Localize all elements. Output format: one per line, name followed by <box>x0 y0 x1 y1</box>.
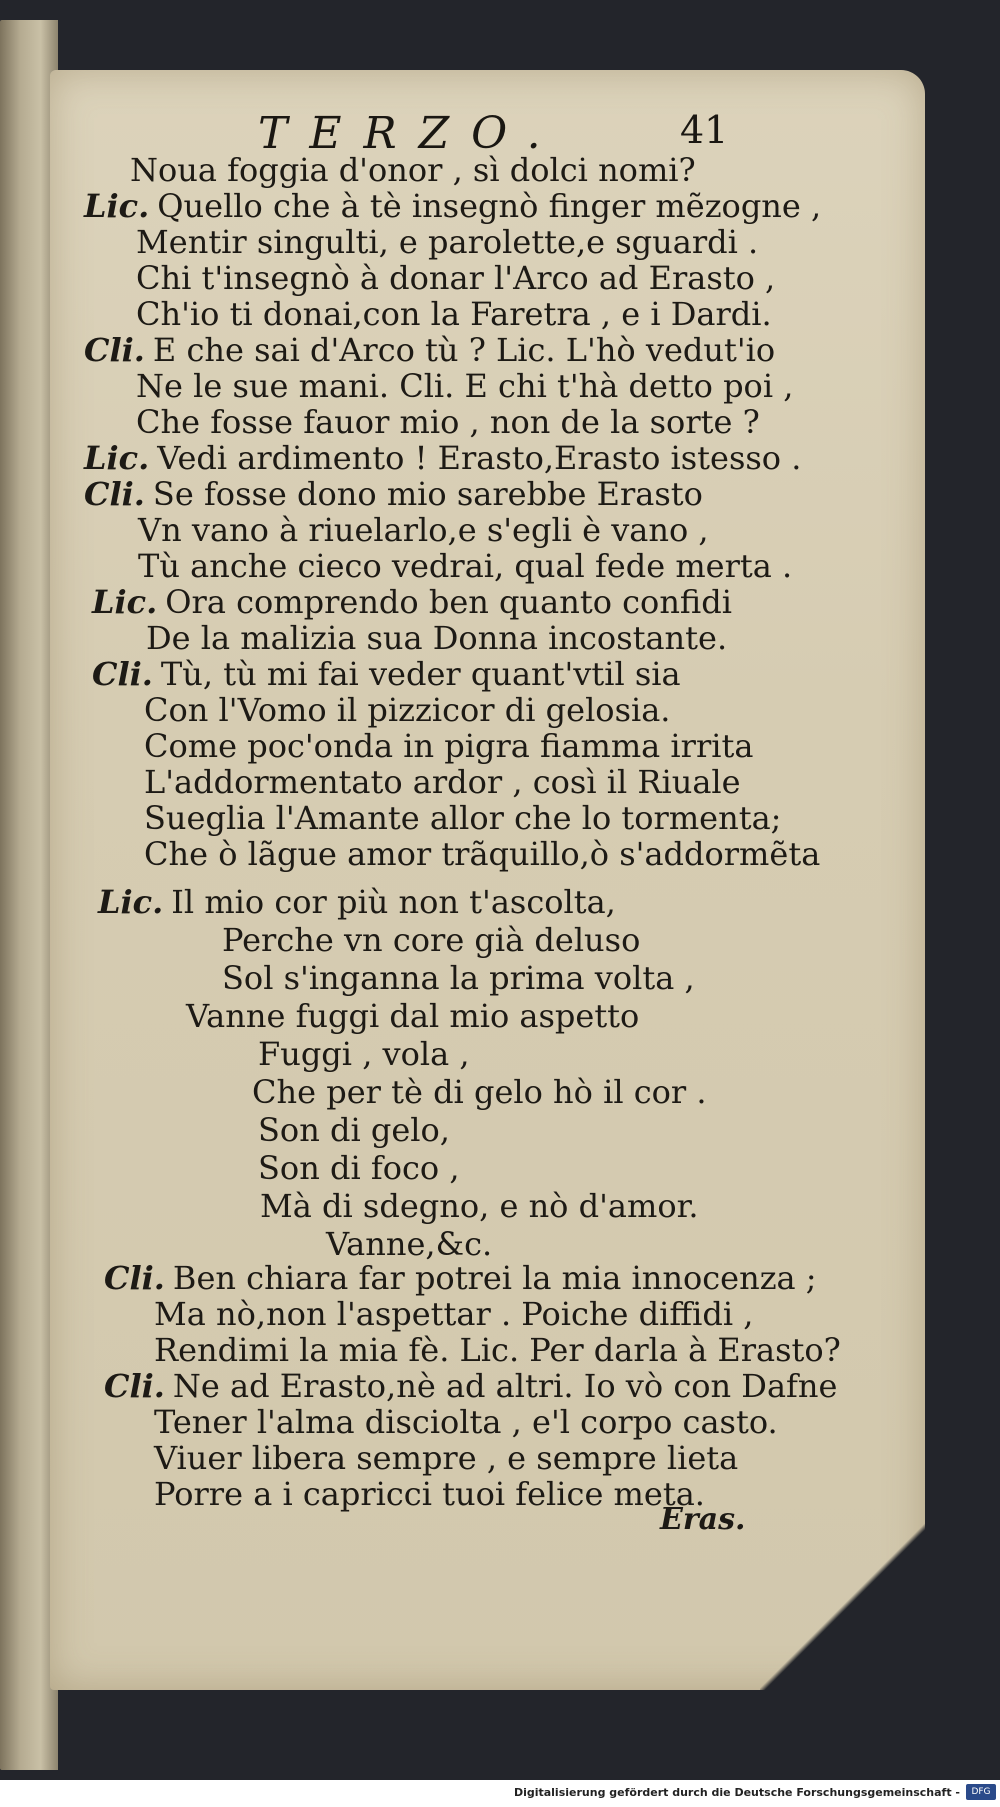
verse-line: Cli. Ben chiara far potrei la mia innocenza ; <box>104 1259 817 1297</box>
verse-line: Son di gelo, <box>258 1111 450 1149</box>
verse-line: Cli. Se fosse dono mio sarebbe Erasto <box>84 475 703 513</box>
verse-line: Son di foco , <box>258 1149 460 1187</box>
verse-line: Cli. Ne ad Erasto,nè ad altri. Io vò con Dafne <box>104 1367 838 1405</box>
verse-line: Sueglia l'Amante allor che lo tormenta; <box>144 799 782 837</box>
verse-line: Vanne fuggi dal mio aspetto <box>186 997 640 1035</box>
verse-line: Sol s'inganna la prima volta , <box>222 959 695 997</box>
verse-line: Tener l'alma disciolta , e'l corpo casto. <box>154 1403 778 1441</box>
verse-line: Lic. Ora comprendo ben quanto confidi <box>92 583 732 621</box>
running-header: TERZO. <box>258 108 563 159</box>
verse-line: Lic. Il mio cor più non t'ascolta, <box>98 883 616 921</box>
verse-line: Rendimi la mia fè. Lic. Per darla à Erasto? <box>154 1331 841 1369</box>
torn-page-corner <box>760 1520 930 1700</box>
verse-line: Con l'Vomo il pizzicor di gelosia. <box>144 691 671 729</box>
verse-line: Vanne,&c. <box>326 1225 493 1263</box>
verse-line: Che ò lãgue amor trãquillo,ò s'addormẽta <box>144 835 821 873</box>
verse-line: Come poc'onda in pigra fiamma irrita <box>144 727 754 765</box>
verse-line: Ma nò,non l'aspettar . Poiche diffidi , <box>154 1295 754 1333</box>
digitization-credit: Digitalisierung gefördert durch die Deutsche Forschungsgemeinschaft - <box>513 1786 960 1799</box>
verse-line: Ch'io ti donai,con la Faretra , e i Dardi. <box>136 295 772 333</box>
dfg-logo: DFG <box>966 1784 996 1800</box>
verse-line: Ne le sue mani. Cli. E chi t'hà detto poi , <box>136 367 794 405</box>
verse-line: L'addormentato ardor , così il Riuale <box>144 763 741 801</box>
verse-line: Viuer libera sempre , e sempre lieta <box>154 1439 739 1477</box>
verse-line: Che fosse fauor mio , non de la sorte ? <box>136 403 760 441</box>
verse-line: Vn vano à riuelarlo,e s'egli è vano , <box>138 511 709 549</box>
verse-line: Lic. Quello che à tè insegnò finger mẽzogne , <box>84 187 822 225</box>
verse-line: Cli. Tù, tù mi fai veder quant'vtil sia <box>92 655 681 693</box>
catchword: Eras. <box>660 1502 746 1537</box>
verse-line: Mentir singulti, e parolette,e sguardi . <box>136 223 759 261</box>
verse-line: Porre a i capricci tuoi felice meta. <box>154 1475 705 1513</box>
verse-line: Chi t'insegnò à donar l'Arco ad Erasto , <box>136 259 776 297</box>
verse-line: Noua foggia d'onor , sì dolci nomi? <box>130 151 696 189</box>
verse-line: Lic. Vedi ardimento ! Erasto,Erasto istesso . <box>84 439 802 477</box>
verse-line: Mà di sdegno, e nò d'amor. <box>260 1187 699 1225</box>
verse-line: De la malizia sua Donna incostante. <box>146 619 728 657</box>
verse-line: Fuggi , vola , <box>258 1035 470 1073</box>
page-number: 41 <box>680 108 729 152</box>
verse-line: Tù anche cieco vedrai, qual fede merta . <box>138 547 793 585</box>
verse-line: Perche vn core già deluso <box>222 921 641 959</box>
verse-line: Cli. E che sai d'Arco tù ? Lic. L'hò vedut'io <box>84 331 776 369</box>
verse-line: Che per tè di gelo hò il cor . <box>252 1073 707 1111</box>
